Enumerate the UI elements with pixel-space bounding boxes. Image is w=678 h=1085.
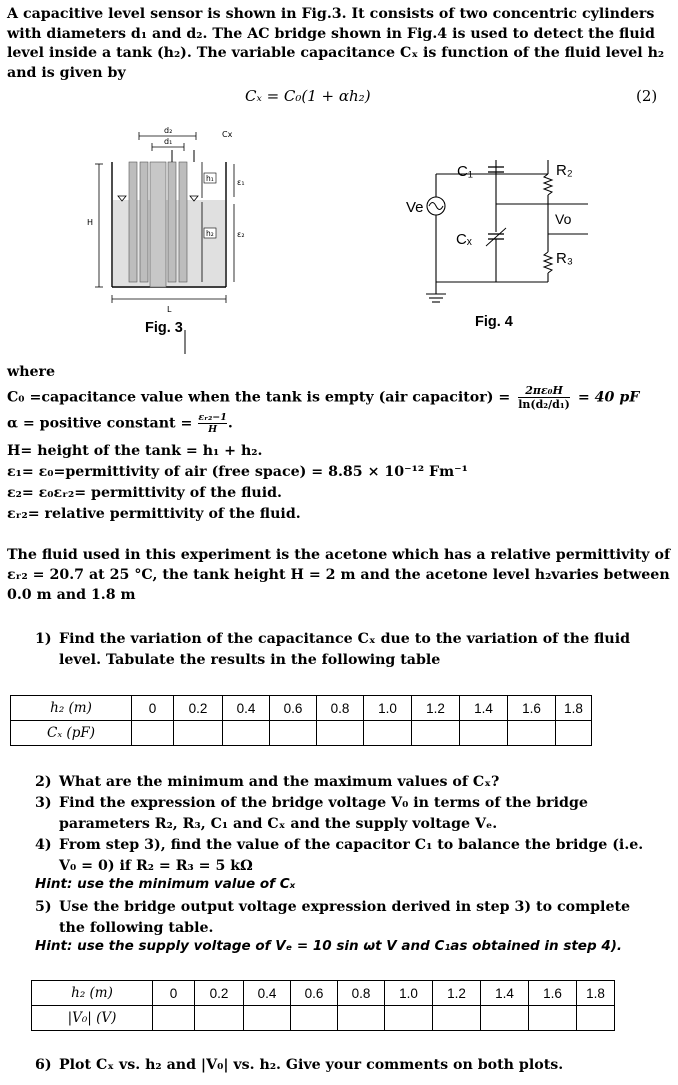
question-6 bbox=[35, 1055, 665, 1076]
fig3-label-eps1: ε₁ bbox=[237, 178, 245, 187]
table1-cx-cell[interactable] bbox=[317, 721, 364, 746]
table1-row-h2 bbox=[11, 696, 592, 721]
fig3-label-h2: h₂ bbox=[206, 229, 214, 238]
voltage-table bbox=[31, 980, 615, 1031]
table2-vo-cell[interactable] bbox=[338, 1006, 385, 1031]
question-5-number: 5) bbox=[35, 899, 52, 915]
table1-cx-cell[interactable] bbox=[223, 721, 270, 746]
fig3-label-cx: Cx bbox=[222, 130, 233, 139]
c0-numerator: 2πε₀H bbox=[518, 384, 570, 398]
c0-value: = 40 pF bbox=[577, 389, 640, 406]
table2-vo-cell[interactable] bbox=[291, 1006, 338, 1031]
table1-h2-cell: 0.8 bbox=[317, 696, 364, 721]
question-1-number: 1) bbox=[35, 631, 52, 647]
fig3-label-d1: d₁ bbox=[164, 137, 173, 146]
fig3-label-eps2: ε₂ bbox=[237, 230, 245, 239]
fig4-caption: Fig. 4 bbox=[475, 314, 513, 330]
question-4 bbox=[35, 835, 665, 877]
alpha-fraction bbox=[198, 412, 226, 435]
table1-cx-cell[interactable] bbox=[270, 721, 317, 746]
table2-h2-cell: 1.8 bbox=[577, 981, 615, 1006]
table2-h2-cell: 1.2 bbox=[433, 981, 481, 1006]
fig4-label-cx: Cₓ bbox=[456, 231, 472, 248]
table1-cx-cell[interactable] bbox=[412, 721, 460, 746]
table2-vo-cell[interactable] bbox=[195, 1006, 244, 1031]
table1-h2-cell: 1.6 bbox=[508, 696, 556, 721]
question-3-text: Find the expression of the bridge voltage V₀ in terms of the bridge parameters R₂, R₃, C₁ and Cₓ and the supply voltage Vₑ. bbox=[59, 795, 588, 832]
c0-text: C₀ =capacitance value when the tank is empty (air capacitor) = bbox=[7, 389, 511, 406]
table1-h2-cell: 0 bbox=[132, 696, 174, 721]
question-4-number: 4) bbox=[35, 837, 52, 853]
table2-h2-cell: 0.4 bbox=[244, 981, 291, 1006]
table2-vo-cell[interactable] bbox=[153, 1006, 195, 1031]
eps2-definition: ε₂= ε₀εᵣ₂= permittivity of the fluid. bbox=[7, 485, 282, 501]
table1-cx-cell[interactable] bbox=[556, 721, 592, 746]
question-2-text: What are the minimum and the maximum values of Cₓ? bbox=[59, 774, 500, 790]
table1-h2-cell: 1.0 bbox=[364, 696, 412, 721]
c0-definition bbox=[7, 384, 639, 411]
table2-vo-cell[interactable] bbox=[385, 1006, 433, 1031]
table1-cx-header: Cₓ (pF) bbox=[11, 721, 132, 746]
table2-vo-cell[interactable] bbox=[244, 1006, 291, 1031]
table1-cx-cell[interactable] bbox=[174, 721, 223, 746]
capacitance-table bbox=[10, 695, 592, 746]
table2-h2-cell: 0.6 bbox=[291, 981, 338, 1006]
fig3-label-L: L bbox=[167, 305, 172, 314]
table1-h2-cell: 0.6 bbox=[270, 696, 317, 721]
table2-h2-cell: 0.8 bbox=[338, 981, 385, 1006]
table2-vo-cell[interactable] bbox=[481, 1006, 529, 1031]
table1-cx-cell[interactable] bbox=[460, 721, 508, 746]
table1-cx-cell[interactable] bbox=[364, 721, 412, 746]
table2-h2-header: h₂ (m) bbox=[32, 981, 153, 1006]
fig4-label-c1: C₁ bbox=[457, 163, 473, 180]
question-1-text: Find the variation of the capacitance Cₓ due to the variation of the fluid level. Tabulate the results in the following table bbox=[59, 631, 630, 668]
fig3-caption-cursor bbox=[183, 330, 187, 354]
where-label: where bbox=[7, 364, 56, 380]
fig4-bridge-circuit bbox=[398, 142, 598, 338]
table2-h2-cell: 1.4 bbox=[481, 981, 529, 1006]
fig4-label-vo: Vo bbox=[555, 211, 572, 227]
capacitance-equation: Cₓ = C₀(1 + αh₂) bbox=[245, 87, 371, 105]
fig3-label-h1: h₁ bbox=[206, 174, 214, 183]
hint-step4: Hint: use the minimum value of Cₓ bbox=[35, 876, 296, 892]
table2-h2-cell: 0 bbox=[153, 981, 195, 1006]
table2-vo-cell[interactable] bbox=[577, 1006, 615, 1031]
hint-step5: Hint: use the supply voltage of Vₑ = 10 sin ωt V and C₁as obtained in step 4). bbox=[35, 938, 623, 954]
question-6-number: 6) bbox=[35, 1057, 52, 1073]
table1-row-cx bbox=[11, 721, 592, 746]
fig4-label-ve: Ve bbox=[406, 199, 424, 216]
question-2 bbox=[35, 772, 665, 793]
fig3-sensor-diagram bbox=[84, 122, 284, 352]
alpha-definition bbox=[7, 412, 233, 435]
table2-row-vo bbox=[32, 1006, 615, 1031]
equation-number: (2) bbox=[636, 87, 658, 105]
fig4-label-r2: R₂ bbox=[556, 162, 573, 179]
c0-fraction bbox=[518, 384, 570, 411]
fig3-caption: Fig. 3 bbox=[145, 320, 183, 336]
table1-h2-cell: 0.4 bbox=[223, 696, 270, 721]
question-4-text: From step 3), find the value of the capacitor C₁ to balance the bridge (i.e. V₀ = 0) if R₂ = R₃ = 5 kΩ bbox=[59, 837, 644, 874]
alpha-denominator: H bbox=[208, 424, 218, 435]
table1-h2-cell: 1.8 bbox=[556, 696, 592, 721]
H-definition: H= height of the tank = h₁ + h₂. bbox=[7, 443, 263, 459]
alpha-end: . bbox=[227, 415, 233, 432]
fig3-label-H: H bbox=[87, 218, 94, 227]
table1-h2-cell: 1.2 bbox=[412, 696, 460, 721]
question-1 bbox=[35, 629, 665, 673]
question-3 bbox=[35, 793, 665, 835]
table1-h2-cell: 0.2 bbox=[174, 696, 223, 721]
eps1-definition: ε₁= ε₀=permittivity of air (free space) = 8.85 × 10⁻¹² Fm⁻¹ bbox=[7, 464, 468, 480]
question-3-number: 3) bbox=[35, 795, 52, 811]
experiment-paragraph: The fluid used in this experiment is the acetone which has a relative permittivity of εᵣ₂ = 20.7 at 25 °C, the tank height H = 2 m and the acetone level h₂varies between 0.0 m and 1.8 m bbox=[7, 547, 671, 603]
fig3-label-d2: d₂ bbox=[164, 126, 173, 135]
table1-cx-cell[interactable] bbox=[508, 721, 556, 746]
table1-h2-header: h₂ (m) bbox=[11, 696, 132, 721]
table1-h2-cell: 1.4 bbox=[460, 696, 508, 721]
alpha-text: α = positive constant = bbox=[7, 415, 193, 432]
table1-cx-cell[interactable] bbox=[132, 721, 174, 746]
intro-paragraph: A capacitive level sensor is shown in Fig.3. It consists of two concentric cylinders with diameters d₁ and d₂. The AC bridge shown in Fig.4 is used to detect the fluid level inside a tank (h₂). The variable capacitance Cₓ is function of the fluid level h₂ and is given by bbox=[7, 6, 665, 81]
table2-row-h2 bbox=[32, 981, 615, 1006]
table2-vo-cell[interactable] bbox=[433, 1006, 481, 1031]
table2-h2-cell: 1.0 bbox=[385, 981, 433, 1006]
table2-h2-cell: 0.2 bbox=[195, 981, 244, 1006]
question-2-number: 2) bbox=[35, 774, 52, 790]
fig4-label-r3: R₃ bbox=[556, 250, 573, 267]
question-6-text: Plot Cₓ vs. h₂ and |V₀| vs. h₂. Give your comments on both plots. bbox=[59, 1057, 564, 1073]
c0-denominator: ln(d₂/d₁) bbox=[518, 398, 570, 411]
table2-vo-header: |V₀| (V) bbox=[32, 1006, 153, 1031]
question-5-text: Use the bridge output voltage expression derived in step 3) to complete the following table. bbox=[59, 899, 631, 936]
table2-vo-cell[interactable] bbox=[529, 1006, 577, 1031]
alpha-numerator: εᵣ₂−1 bbox=[198, 412, 227, 423]
table2-h2-cell: 1.6 bbox=[529, 981, 577, 1006]
epsr2-definition: εᵣ₂= relative permittivity of the fluid. bbox=[7, 506, 301, 522]
question-5 bbox=[35, 897, 665, 939]
